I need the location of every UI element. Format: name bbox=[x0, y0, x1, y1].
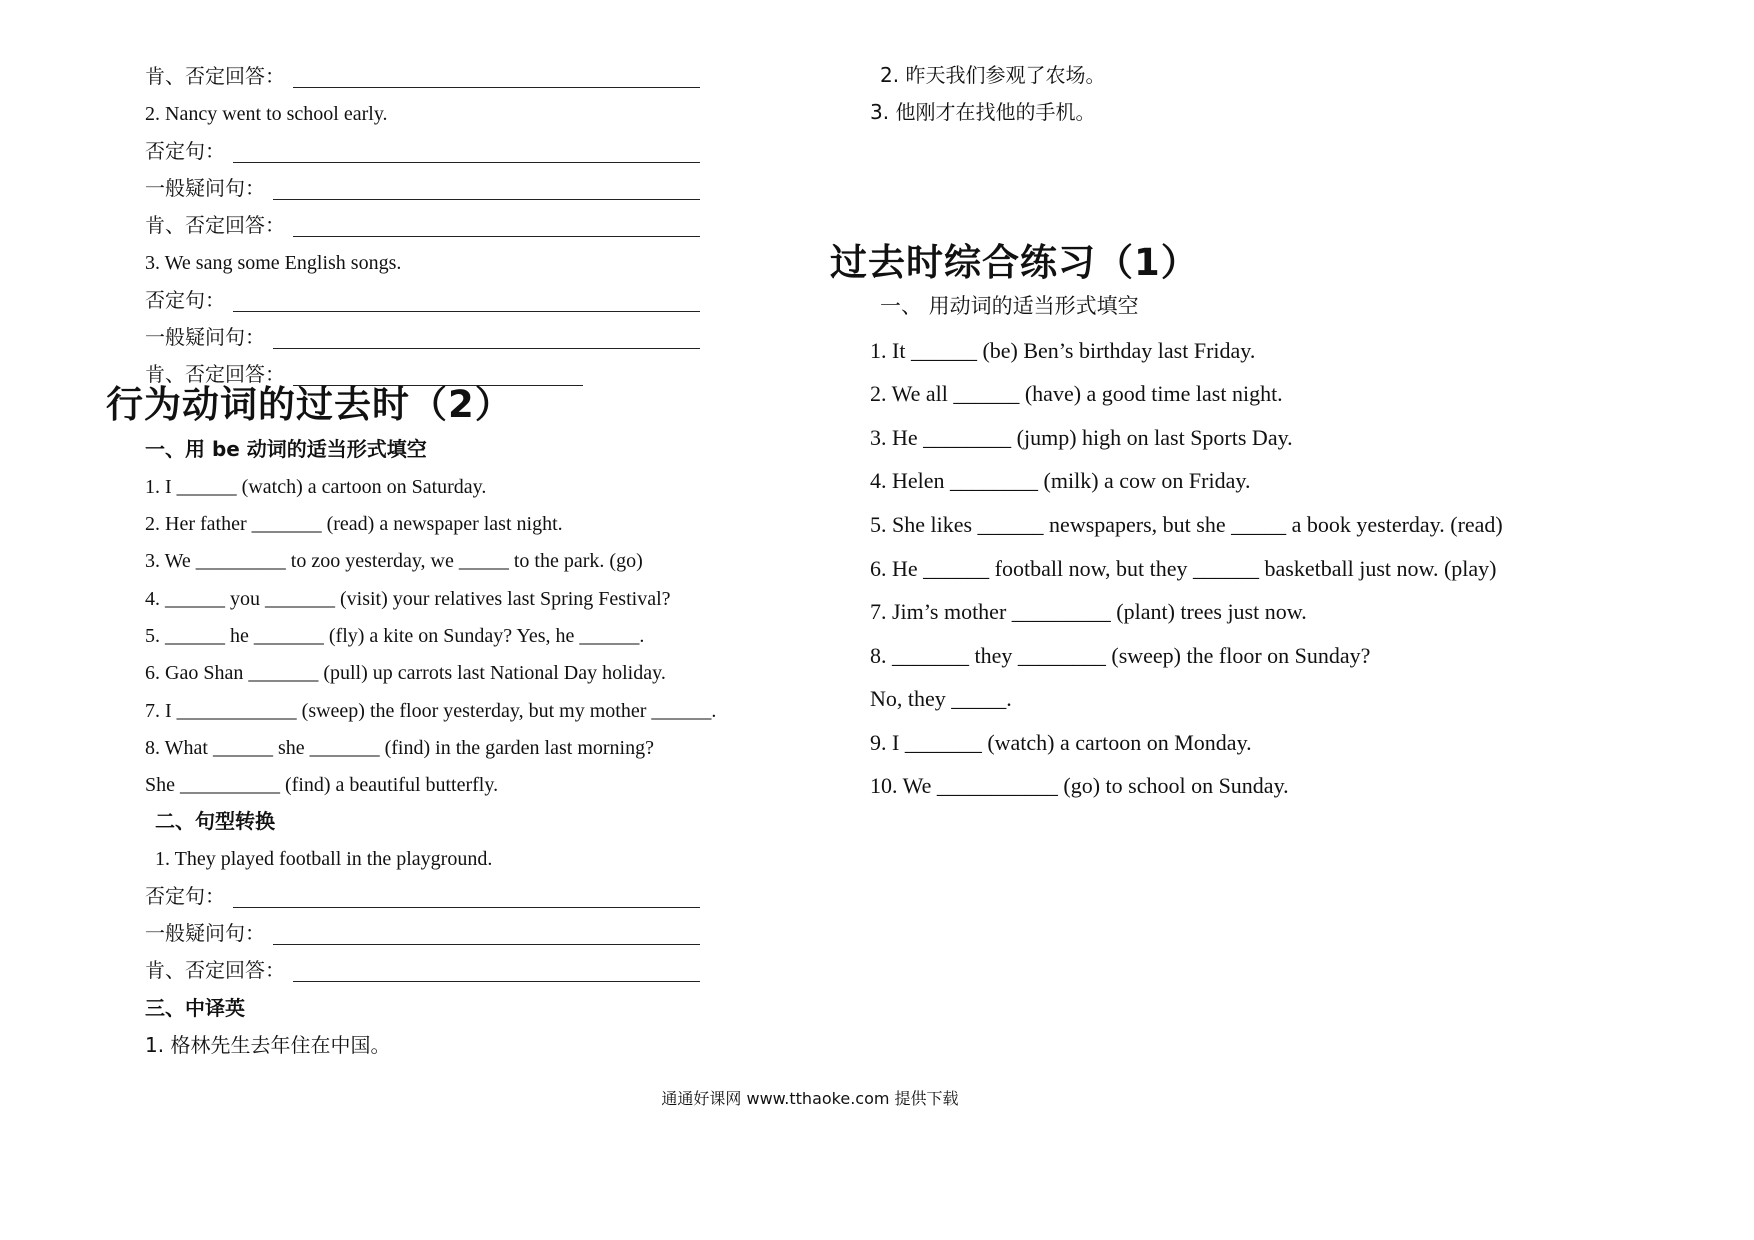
exercise-item: 2. We all ______ (have) a good time last night. bbox=[870, 381, 1283, 406]
exercise-item: 4. Helen ________ (milk) a cow on Friday. bbox=[870, 468, 1251, 493]
part2-heading: 二、句型转换 bbox=[155, 809, 275, 833]
negative-blank[interactable] bbox=[233, 887, 700, 908]
answer-blank[interactable] bbox=[293, 216, 700, 237]
exercise-item: No, they _____. bbox=[870, 686, 1012, 711]
answer-row-4 bbox=[145, 958, 700, 982]
section-title-past-tense-2: 行为动词的过去时（2） bbox=[106, 383, 513, 426]
translate-item: 3. 他刚才在找他的手机。 bbox=[870, 100, 1096, 124]
exercise-item: 5. ______ he _______ (fly) a kite on Sunday? Yes, he ______. bbox=[145, 625, 645, 647]
sentence-2: 2. Nancy went to school early. bbox=[145, 103, 388, 125]
answer-row-2 bbox=[145, 213, 700, 237]
negative-row-4 bbox=[145, 884, 700, 908]
negative-label: 否定句： bbox=[145, 884, 225, 908]
exercise-item: 7. I ____________ (sweep) the floor yesterday, but my mother ______. bbox=[145, 700, 717, 722]
answer-label: 肯、否定回答： bbox=[145, 958, 285, 982]
exercise-item: 2. Her father _______ (read) a newspaper last night. bbox=[145, 513, 563, 535]
exercise-item: 9. I _______ (watch) a cartoon on Monday. bbox=[870, 730, 1252, 755]
question-blank[interactable] bbox=[273, 328, 700, 349]
translate-item: 1. 格林先生去年住在中国。 bbox=[145, 1033, 391, 1057]
part3-heading: 三、中译英 bbox=[145, 996, 245, 1020]
exercise-item: 4. ______ you _______ (visit) your relatives last Spring Festival? bbox=[145, 588, 671, 610]
question-label: 一般疑问句： bbox=[145, 325, 265, 349]
negative-label: 否定句： bbox=[145, 139, 225, 163]
exercise-item: 6. He ______ football now, but they ______ basketball just now. (play) bbox=[870, 556, 1497, 581]
negative-blank[interactable] bbox=[233, 142, 700, 163]
question-row-3 bbox=[145, 325, 700, 349]
exercise-item: 7. Jim’s mother _________ (plant) trees just now. bbox=[870, 599, 1307, 624]
exercise-item: She __________ (find) a beautiful butterfly. bbox=[145, 774, 499, 796]
exercise-item: 1. It ______ (be) Ben’s birthday last Friday. bbox=[870, 338, 1256, 363]
question-row-2 bbox=[145, 176, 700, 200]
answer-blank[interactable] bbox=[293, 67, 700, 88]
transform-sentence-1: 1. They played football in the playground. bbox=[155, 848, 493, 870]
negative-row-3 bbox=[145, 288, 700, 312]
exercise-item: 8. _______ they ________ (sweep) the floor on Sunday? bbox=[870, 643, 1371, 668]
negative-label: 否定句： bbox=[145, 288, 225, 312]
sentence-3: 3. We sang some English songs. bbox=[145, 252, 402, 274]
question-label: 一般疑问句： bbox=[145, 176, 265, 200]
answer-blank[interactable] bbox=[293, 961, 700, 982]
part1-heading: 一、用 be 动词的适当形式填空 bbox=[145, 437, 427, 461]
exercise-item: 3. He ________ (jump) high on last Sports Day. bbox=[870, 425, 1293, 450]
exercise-item: 8. What ______ she _______ (find) in the garden last morning? bbox=[145, 737, 654, 759]
answer-label: 肯、否定回答： bbox=[145, 213, 285, 237]
question-blank[interactable] bbox=[273, 924, 700, 945]
answer-label: 肯、否定回答： bbox=[145, 362, 285, 386]
question-row-4 bbox=[145, 921, 700, 945]
exercise-item: 6. Gao Shan _______ (pull) up carrots last National Day holiday. bbox=[145, 662, 666, 684]
question-label: 一般疑问句： bbox=[145, 921, 265, 945]
page-footer: 通通好课网 www.tthaoke.com 提供下载 bbox=[661, 1089, 959, 1108]
negative-blank[interactable] bbox=[233, 291, 700, 312]
negative-row-2 bbox=[145, 139, 700, 163]
answer-row-1 bbox=[145, 64, 700, 88]
answer-label: 肯、否定回答： bbox=[145, 64, 285, 88]
exercise-item: 10. We ___________ (go) to school on Sunday. bbox=[870, 773, 1289, 798]
exercise-item: 5. She likes ______ newspapers, but she _____ a book yesterday. (read) bbox=[870, 512, 1503, 537]
question-blank[interactable] bbox=[273, 179, 700, 200]
translate-item: 2. 昨天我们参观了农场。 bbox=[880, 63, 1106, 87]
part1-heading: 一、 用动词的适当形式填空 bbox=[880, 294, 1139, 318]
exercise-item: 3. We _________ to zoo yesterday, we _____ to the park. (go) bbox=[145, 550, 643, 572]
section-title-past-practice-1: 过去时综合练习（1） bbox=[830, 241, 1199, 284]
exercise-item: 1. I ______ (watch) a cartoon on Saturday. bbox=[145, 476, 487, 498]
